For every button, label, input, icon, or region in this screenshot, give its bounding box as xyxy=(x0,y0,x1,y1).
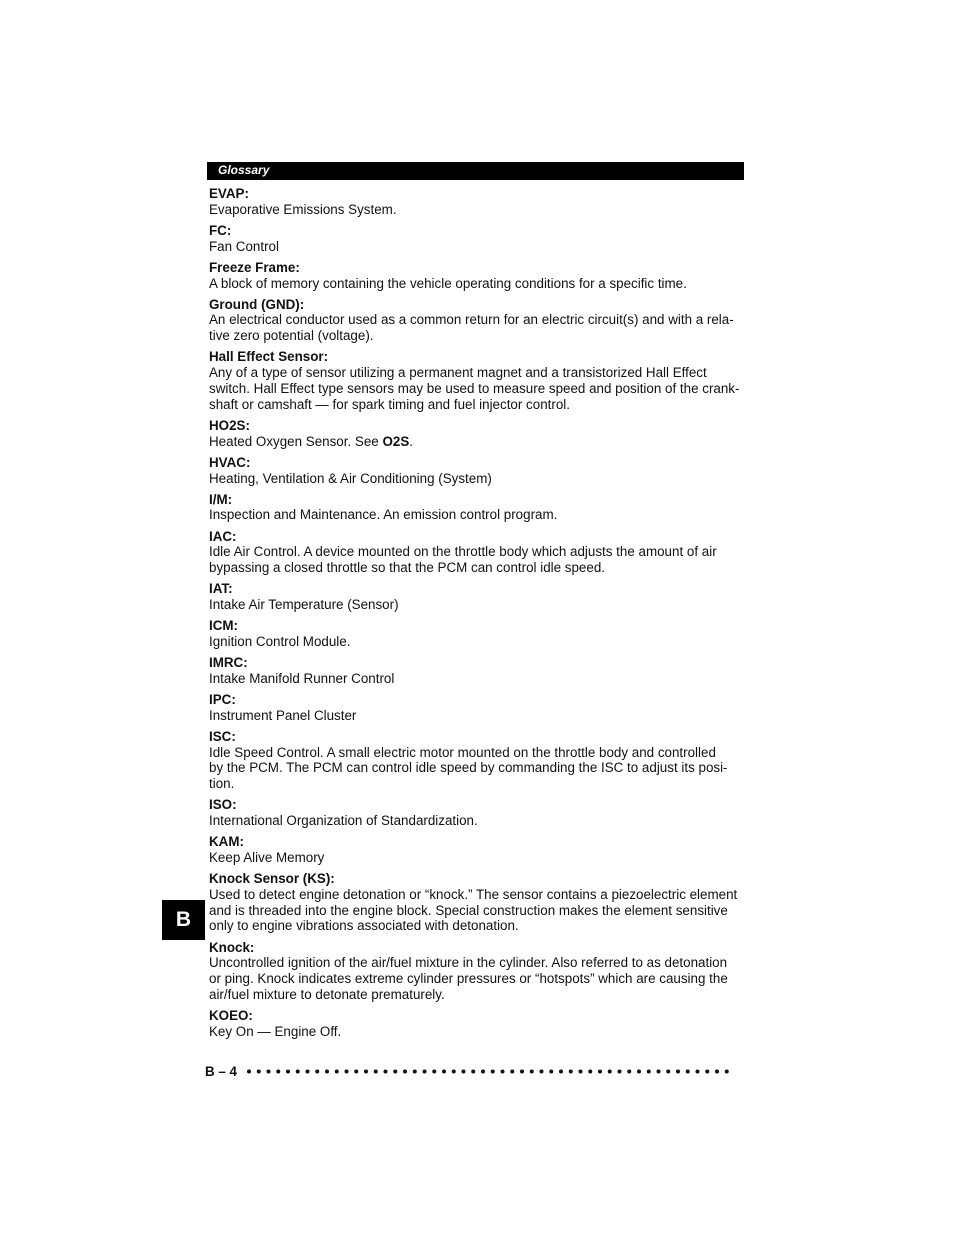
glossary-definition-line: tive zero potential (voltage). xyxy=(209,328,374,344)
glossary-definition: Intake Manifold Runner Control xyxy=(209,670,395,686)
glossary-definition-line: Uncontrolled ignition of the air/fuel mixture in the cylinder. Also referred to as detonation xyxy=(209,955,728,971)
leader-dot xyxy=(540,1070,544,1074)
leader-dot xyxy=(247,1070,251,1074)
glossary-definition-line: Any of a type of sensor utilizing a permanent magnet and a transistorized Hall Effect xyxy=(209,365,707,381)
leader-dot xyxy=(296,1070,300,1074)
leader-dot xyxy=(276,1070,280,1074)
glossary-term: ISC: xyxy=(209,728,236,744)
definition-text: Heated Oxygen Sensor. See xyxy=(209,433,383,449)
glossary-definition: Keep Alive Memory xyxy=(209,849,325,865)
glossary-entry-koeo xyxy=(209,1008,744,1040)
glossary-entry-freeze-frame xyxy=(209,260,744,292)
leader-dot xyxy=(549,1070,553,1074)
leader-dot xyxy=(520,1070,524,1074)
glossary-term: EVAP: xyxy=(209,186,249,201)
glossary-term: FC: xyxy=(209,222,232,238)
glossary-term: KAM: xyxy=(209,834,244,850)
glossary-entry-isc xyxy=(209,729,744,792)
leader-dot xyxy=(257,1070,261,1074)
leader-dot xyxy=(588,1070,592,1074)
glossary-term: Hall Effect Sensor: xyxy=(209,349,329,365)
glossary-definition: A block of memory containing the vehicle operating conditions for a specific time. xyxy=(209,275,687,291)
glossary-definition-line: Idle Air Control. A device mounted on the throttle body which adjusts the amount of air xyxy=(209,544,717,560)
glossary-definition: Fan Control xyxy=(209,238,279,254)
glossary-term: Knock: xyxy=(209,939,255,955)
leader-dot xyxy=(647,1070,651,1074)
glossary-entry-imrc xyxy=(209,655,744,687)
glossary-entry-hall-effect-sensor xyxy=(209,349,744,412)
definition-text: . xyxy=(409,433,413,449)
glossary-term: Ground (GND): xyxy=(209,296,305,312)
glossary-entry-iat xyxy=(209,581,744,613)
glossary-definition-line: Idle Speed Control. A small electric motor mounted on the throttle body and controlled xyxy=(209,744,716,760)
glossary-entry-ground xyxy=(209,297,744,344)
leader-dot xyxy=(403,1070,407,1074)
glossary-list xyxy=(209,186,744,1045)
glossary-term: ISO: xyxy=(209,797,237,813)
glossary-definition-line: An electrical conductor used as a common return for an electric circuit(s) and with a rela- xyxy=(209,312,734,328)
glossary-entry-ipc xyxy=(209,692,744,724)
leader-dot xyxy=(423,1070,427,1074)
leader-dot xyxy=(666,1070,670,1074)
leader-dot xyxy=(715,1070,719,1074)
glossary-entry-iso xyxy=(209,797,744,829)
glossary-term: HVAC: xyxy=(209,454,251,470)
leader-dot xyxy=(579,1070,583,1074)
side-tab-label: B xyxy=(175,908,192,931)
leader-dot xyxy=(618,1070,622,1074)
glossary-definition-line: shaft or camshaft — for spark timing and fuel injector control. xyxy=(209,396,570,412)
glossary-definition: Instrument Panel Cluster xyxy=(209,707,357,723)
appendix-side-tab xyxy=(162,900,205,940)
glossary-definition: Intake Air Temperature (Sensor) xyxy=(209,597,399,612)
leader-dot xyxy=(471,1070,475,1074)
leader-dot xyxy=(676,1070,680,1074)
glossary-definition: International Organization of Standardization. xyxy=(209,813,478,829)
leader-dot xyxy=(354,1070,358,1074)
glossary-definition-line: or ping. Knock indicates extreme cylinder pressures or “hotspots” which are causing the xyxy=(209,971,728,987)
glossary-definition-line: tion. xyxy=(209,776,235,792)
glossary-definition: Heating, Ventilation & Air Conditioning (System) xyxy=(209,470,492,486)
glossary-definition: Inspection and Maintenance. An emission control program. xyxy=(209,507,558,523)
glossary-definition: Evaporative Emissions System. xyxy=(209,201,397,217)
leader-dot xyxy=(364,1070,368,1074)
glossary-definition-line: Used to detect engine detonation or “knock.” The sensor contains a piezoelectric element xyxy=(209,886,738,902)
glossary-term: IAC: xyxy=(209,528,237,544)
footer-dot-leader xyxy=(247,1069,737,1074)
leader-dot xyxy=(384,1070,388,1074)
leader-dot xyxy=(559,1070,563,1074)
leader-dot xyxy=(657,1070,661,1074)
leader-dot xyxy=(335,1070,339,1074)
cross-reference: O2S xyxy=(382,433,410,449)
glossary-definition-line: and is threaded into the engine block. Special construction makes the element sensitive xyxy=(209,902,728,918)
leader-dot xyxy=(315,1070,319,1074)
glossary-definition-line: switch. Hall Effect type sensors may be used to measure speed and position of the crank- xyxy=(209,380,740,396)
leader-dot xyxy=(345,1070,349,1074)
glossary-term: IAT: xyxy=(209,581,233,597)
glossary-term: ICM: xyxy=(209,618,239,634)
leader-dot xyxy=(501,1070,505,1074)
glossary-entry-evap xyxy=(209,186,744,218)
glossary-term: IMRC: xyxy=(209,654,248,670)
glossary-term: KOEO: xyxy=(209,1008,253,1023)
glossary-entry-kam xyxy=(209,834,744,866)
glossary-entry-icm xyxy=(209,618,744,650)
glossary-term: HO2S: xyxy=(209,417,250,433)
glossary-term: Freeze Frame: xyxy=(209,259,300,275)
leader-dot xyxy=(491,1070,495,1074)
leader-dot xyxy=(432,1070,436,1074)
glossary-definition xyxy=(209,434,744,450)
leader-dot xyxy=(286,1070,290,1074)
glossary-entry-ho2s xyxy=(209,418,744,450)
glossary-term: I/M: xyxy=(209,491,233,507)
page-number: B – 4 xyxy=(205,1064,238,1079)
leader-dot xyxy=(442,1070,446,1074)
glossary-entry-knock xyxy=(209,940,744,1003)
glossary-definition-line: air/fuel mixture to detonate prematurely. xyxy=(209,986,445,1002)
leader-dot xyxy=(725,1070,729,1074)
leader-dot xyxy=(637,1070,641,1074)
glossary-definition-line: only to engine vibrations associated with detonation. xyxy=(209,918,519,934)
leader-dot xyxy=(393,1070,397,1074)
leader-dot xyxy=(374,1070,378,1074)
leader-dot xyxy=(627,1070,631,1074)
leader-dot xyxy=(696,1070,700,1074)
glossary-term: IPC: xyxy=(209,691,236,707)
glossary-entry-iac xyxy=(209,529,744,576)
glossary-definition-line: bypassing a closed throttle so that the PCM can control idle speed. xyxy=(209,560,605,576)
glossary-entry-knock-sensor xyxy=(209,871,744,934)
glossary-term: Knock Sensor (KS): xyxy=(209,871,335,887)
leader-dot xyxy=(306,1070,310,1074)
leader-dot xyxy=(452,1070,456,1074)
glossary-entry-im xyxy=(209,492,744,524)
leader-dot xyxy=(705,1070,709,1074)
leader-dot xyxy=(686,1070,690,1074)
section-header-bar xyxy=(207,162,744,180)
leader-dot xyxy=(462,1070,466,1074)
glossary-entry-hvac xyxy=(209,455,744,487)
leader-dot xyxy=(267,1070,271,1074)
leader-dot xyxy=(608,1070,612,1074)
section-title: Glossary xyxy=(218,163,270,177)
glossary-definition-line: by the PCM. The PCM can control idle speed by commanding the ISC to adjust its posi- xyxy=(209,760,728,776)
glossary-definition: Ignition Control Module. xyxy=(209,633,351,649)
leader-dot xyxy=(598,1070,602,1074)
glossary-entry-fc xyxy=(209,223,744,255)
leader-dot xyxy=(481,1070,485,1074)
leader-dot xyxy=(530,1070,534,1074)
leader-dot xyxy=(569,1070,573,1074)
glossary-definition: Key On — Engine Off. xyxy=(209,1023,342,1039)
leader-dot xyxy=(510,1070,514,1074)
leader-dot xyxy=(325,1070,329,1074)
leader-dot xyxy=(413,1070,417,1074)
